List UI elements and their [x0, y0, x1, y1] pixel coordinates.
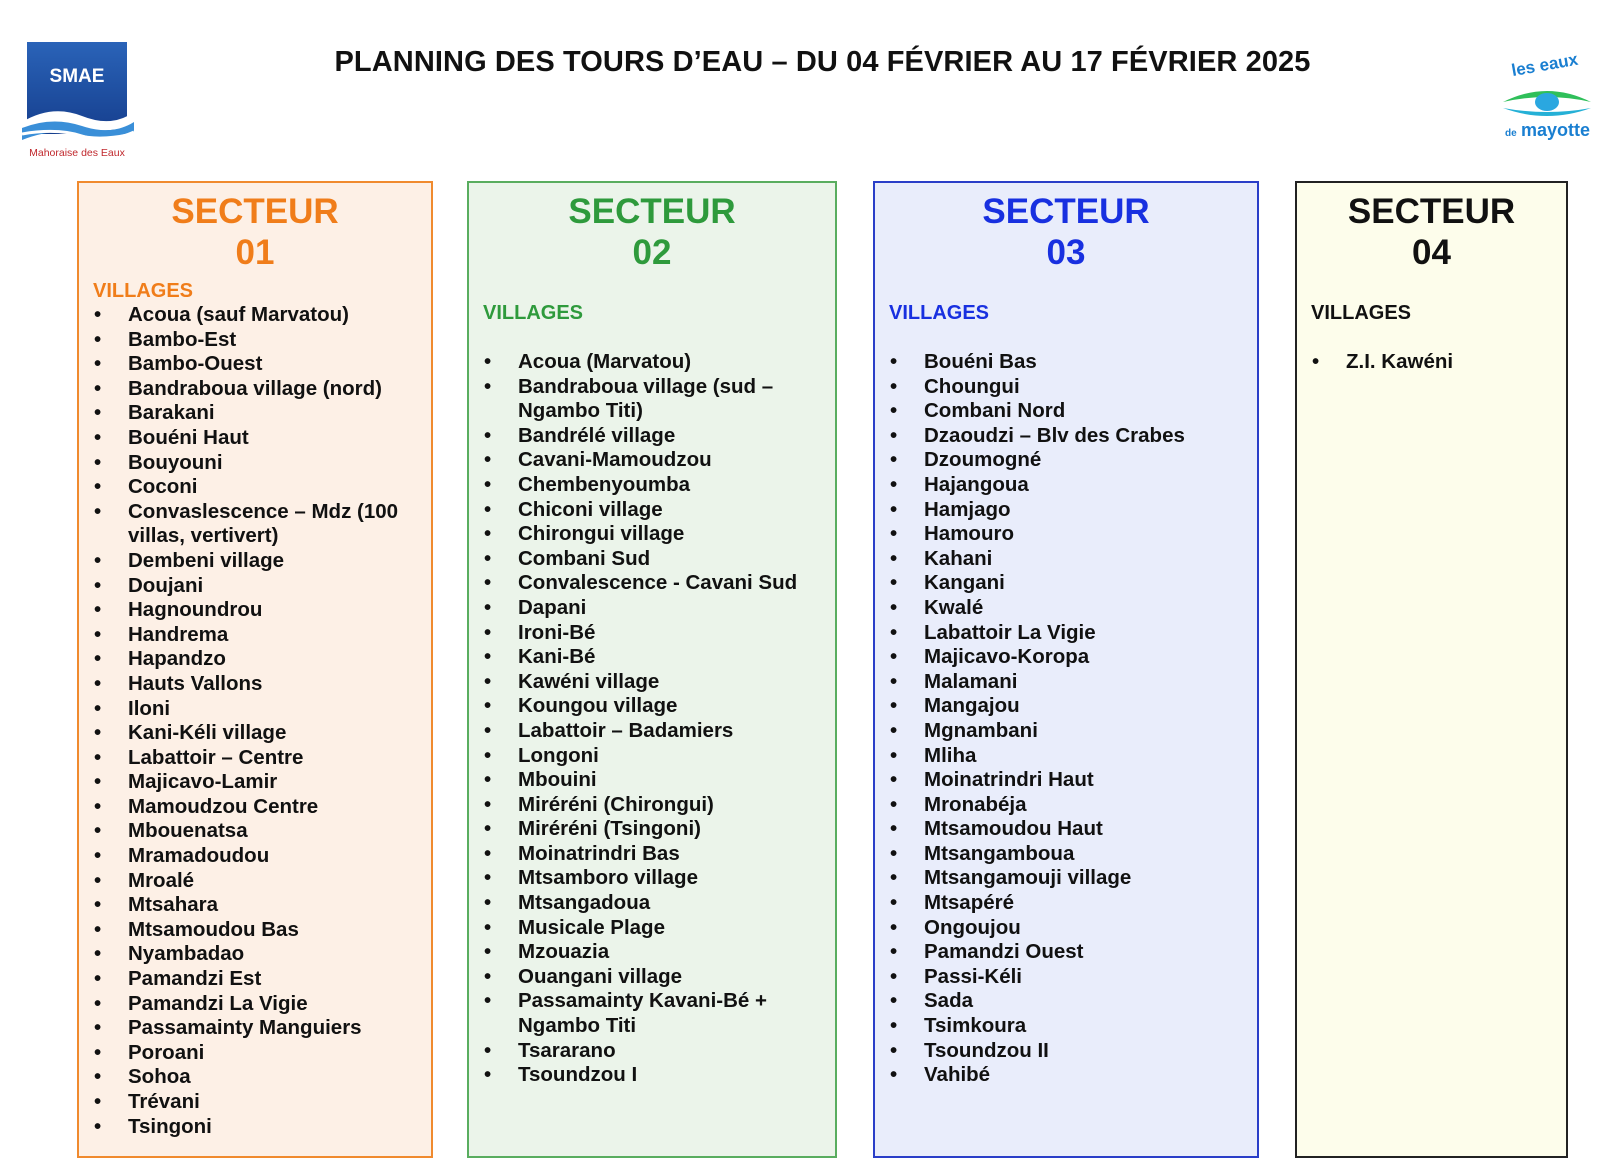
- village-item: • Labattoir – Badamiers: [469, 719, 835, 744]
- village-item: • Hajangoua: [875, 473, 1257, 498]
- village-item: • Kahani: [875, 547, 1257, 572]
- village-item: • Miréréni (Chirongui): [469, 793, 835, 818]
- village-item: • Bouyouni: [79, 451, 431, 476]
- village-list: [79, 303, 431, 1139]
- village-item: • Bouéni Haut: [79, 426, 431, 451]
- village-item: • Bambo-Est: [79, 328, 431, 353]
- smae-logo-text: SMAE: [49, 66, 105, 87]
- sector-heading-number: 01: [235, 233, 275, 272]
- village-item: • Miréréni (Tsingoni): [469, 817, 835, 842]
- village-item: • Passamainty Manguiers: [79, 1016, 431, 1041]
- village-list: [469, 350, 835, 1088]
- logo-line2: mayotte: [1521, 120, 1591, 140]
- village-item: • Choungui: [875, 375, 1257, 400]
- sector-02-column: [467, 181, 837, 1158]
- eaux-mayotte-logo: [1497, 44, 1597, 149]
- villages-label: VILLAGES: [1311, 302, 1412, 324]
- village-list: [1297, 350, 1566, 375]
- village-item: • Mtsamoudou Haut: [875, 817, 1257, 842]
- village-item: • Mtsahara: [79, 893, 431, 918]
- villages-label: VILLAGES: [483, 302, 584, 324]
- village-item: • Cavani-Mamoudzou: [469, 448, 835, 473]
- village-item: • Sada: [875, 989, 1257, 1014]
- village-item: • Pamandzi Ouest: [875, 940, 1257, 965]
- village-item: • Sohoa: [79, 1065, 431, 1090]
- village-item: • Acoua (Marvatou): [469, 350, 835, 375]
- sector-03-heading: [875, 183, 1257, 273]
- village-item: • Mbouenatsa: [79, 819, 431, 844]
- village-item: • Chirongui village: [469, 522, 835, 547]
- village-list: [875, 350, 1257, 1088]
- sector-01-heading: [79, 183, 431, 273]
- village-item: • Acoua (sauf Marvatou): [79, 303, 431, 328]
- sector-heading-label: SECTEUR: [1347, 192, 1516, 231]
- village-item: • Moinatrindri Haut: [875, 768, 1257, 793]
- village-item: • Passi-Kéli: [875, 965, 1257, 990]
- page-title: PLANNING DES TOURS D’EAU – DU 04 FÉVRIER AU 17 FÉVRIER 2025: [334, 46, 1311, 78]
- village-item: • Tsoundzou I: [469, 1063, 835, 1088]
- village-item: • Tsingoni: [79, 1115, 431, 1140]
- village-item: • Mgnambani: [875, 719, 1257, 744]
- village-item: • Handrema: [79, 623, 431, 648]
- village-item: • Hagnoundrou: [79, 598, 431, 623]
- village-item: • Kawéni village: [469, 670, 835, 695]
- villages-label: VILLAGES: [889, 302, 990, 324]
- village-item: • Mangajou: [875, 694, 1257, 719]
- village-item: • Chiconi village: [469, 498, 835, 523]
- village-item: • Tsimkoura: [875, 1014, 1257, 1039]
- village-item: • Bandraboua village (nord): [79, 377, 431, 402]
- village-item: • Kangani: [875, 571, 1257, 596]
- village-item: • Convalescence - Cavani Sud: [469, 571, 835, 596]
- village-item: • Hamouro: [875, 522, 1257, 547]
- village-item: • Moinatrindri Bas: [469, 842, 835, 867]
- village-item: • Kani-Kéli village: [79, 721, 431, 746]
- village-item: • Mbouini: [469, 768, 835, 793]
- sector-02-heading: [469, 183, 835, 273]
- sector-heading-number: 03: [1046, 233, 1086, 272]
- village-item: • Ouangani village: [469, 965, 835, 990]
- village-item: • Koungou village: [469, 694, 835, 719]
- logo-line1: les eaux: [1509, 49, 1580, 81]
- village-item: • Coconi: [79, 475, 431, 500]
- sector-heading-number: 02: [632, 233, 672, 272]
- villages-label: VILLAGES: [93, 280, 194, 302]
- village-item: • Mtsangamboua: [875, 842, 1257, 867]
- village-item: • Kwalé: [875, 596, 1257, 621]
- village-item: • Labattoir La Vigie: [875, 621, 1257, 646]
- village-item: • Tsoundzou II: [875, 1039, 1257, 1064]
- village-item: • Majicavo-Lamir: [79, 770, 431, 795]
- sector-heading-label: SECTEUR: [982, 192, 1150, 231]
- village-item: • Mroalé: [79, 869, 431, 894]
- village-item: • Hauts Vallons: [79, 672, 431, 697]
- village-item: • Mtsapéré: [875, 891, 1257, 916]
- village-item: • Hapandzo: [79, 647, 431, 672]
- village-item: • Combani Nord: [875, 399, 1257, 424]
- village-item: • Malamani: [875, 670, 1257, 695]
- village-item: • Nyambadao: [79, 942, 431, 967]
- village-item: • Dembeni village: [79, 549, 431, 574]
- village-item: • Ongoujou: [875, 916, 1257, 941]
- village-item: • Trévani: [79, 1090, 431, 1115]
- village-item: • Bandrélé village: [469, 424, 835, 449]
- village-item: • Majicavo-Koropa: [875, 645, 1257, 670]
- logo-line2-small: de: [1505, 128, 1517, 139]
- sector-01-column: [77, 181, 433, 1158]
- village-item: • Mliha: [875, 744, 1257, 769]
- village-item: • Longoni: [469, 744, 835, 769]
- village-item: • Pamandzi Est: [79, 967, 431, 992]
- village-item: • Vahibé: [875, 1063, 1257, 1088]
- sector-heading-label: SECTEUR: [568, 192, 736, 231]
- village-item: • Mamoudzou Centre: [79, 795, 431, 820]
- village-item: • Convaslescence – Mdz (100 villas, vertivert): [79, 500, 431, 549]
- village-item: • Chembenyoumba: [469, 473, 835, 498]
- village-item: • Kani-Bé: [469, 645, 835, 670]
- village-item: • Pamandzi La Vigie: [79, 992, 431, 1017]
- village-item: • Hamjago: [875, 498, 1257, 523]
- village-item: • Dzoumogné: [875, 448, 1257, 473]
- village-item: • Doujani: [79, 574, 431, 599]
- sector-heading-label: SECTEUR: [171, 192, 339, 231]
- sector-04-heading: [1297, 183, 1566, 273]
- village-item: • Ironi-Bé: [469, 621, 835, 646]
- village-item: • Mtsamoudou Bas: [79, 918, 431, 943]
- village-item: • Mronabéja: [875, 793, 1257, 818]
- village-item: • Mtsangadoua: [469, 891, 835, 916]
- village-item: • Dzaoudzi – Blv des Crabes: [875, 424, 1257, 449]
- village-item: • Musicale Plage: [469, 916, 835, 941]
- village-item: • Labattoir – Centre: [79, 746, 431, 771]
- village-item: • Bambo-Ouest: [79, 352, 431, 377]
- village-item: • Passamainty Kavani-Bé + Ngambo Titi: [469, 989, 835, 1038]
- village-item: • Iloni: [79, 697, 431, 722]
- village-item: • Barakani: [79, 401, 431, 426]
- village-item: • Mtsangamouji village: [875, 866, 1257, 891]
- sector-03-column: [873, 181, 1259, 1158]
- village-item: • Mramadoudou: [79, 844, 431, 869]
- sector-heading-number: 04: [1412, 233, 1451, 272]
- village-item: • Mzouazia: [469, 940, 835, 965]
- smae-logo: [22, 42, 134, 162]
- village-item: • Z.I. Kawéni: [1297, 350, 1566, 375]
- village-item: • Combani Sud: [469, 547, 835, 572]
- village-item: • Dapani: [469, 596, 835, 621]
- village-item: • Tsararano: [469, 1039, 835, 1064]
- village-item: • Bandraboua village (sud – Ngambo Titi): [469, 375, 835, 424]
- smae-logo-caption: Mahoraise des Eaux: [29, 147, 125, 159]
- village-item: • Mtsamboro village: [469, 866, 835, 891]
- village-item: • Poroani: [79, 1041, 431, 1066]
- village-item: • Bouéni Bas: [875, 350, 1257, 375]
- sector-04-column: [1295, 181, 1568, 1158]
